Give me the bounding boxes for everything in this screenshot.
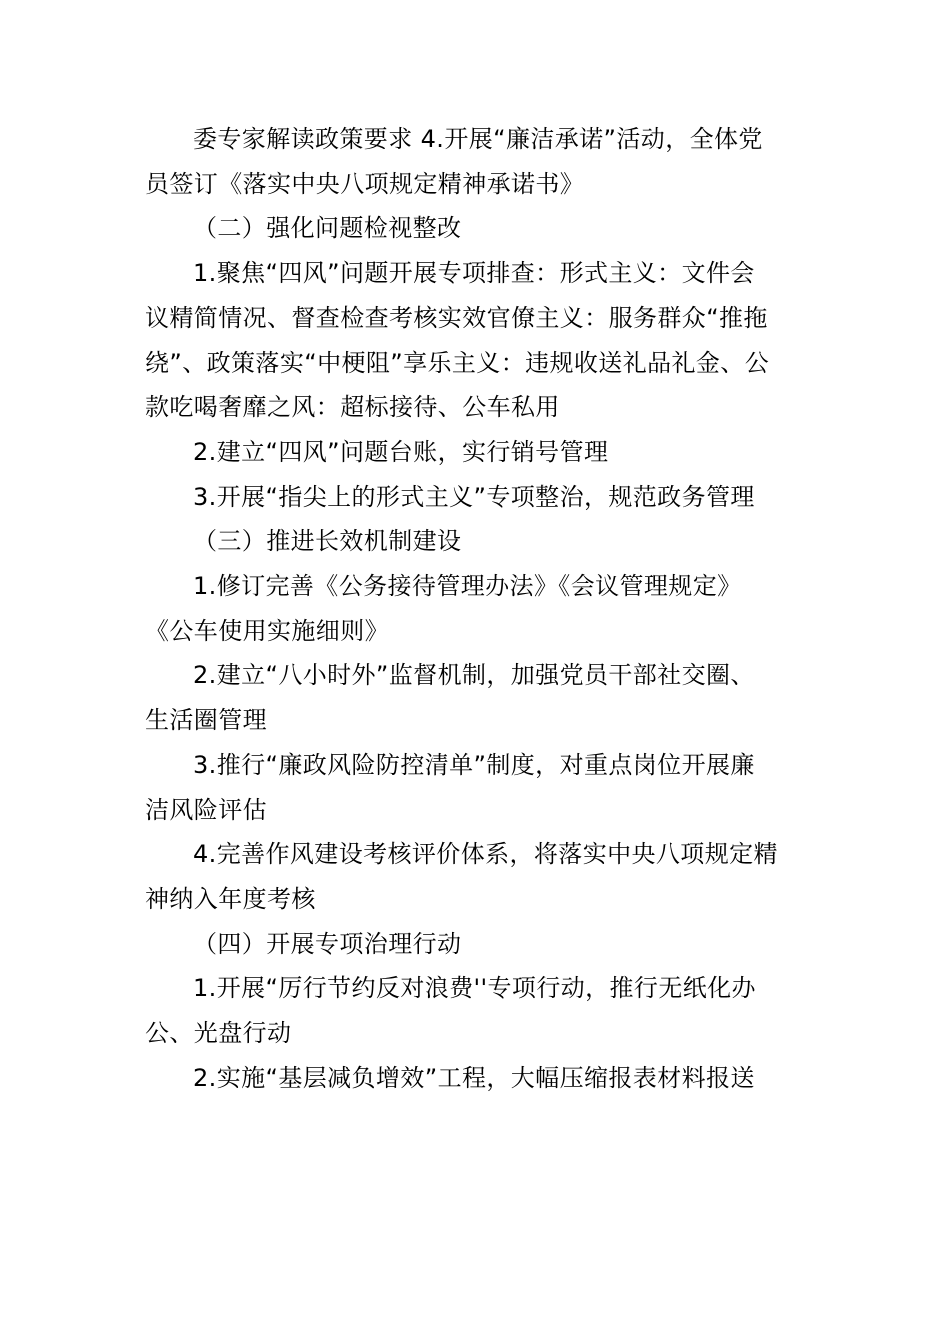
paragraph-4-1 bbox=[145, 966, 810, 1055]
paragraph-2-1 bbox=[145, 251, 810, 430]
text-line: 神纳入年度考核 bbox=[145, 884, 316, 913]
text-line: 3.开展“指尖上的形式主义”专项整治，规范政务管理 bbox=[193, 482, 755, 511]
section-heading-3 bbox=[145, 519, 810, 564]
text-line: 2.建立“八小时外”监督机制，加强党员干部社交圈、 bbox=[193, 661, 755, 690]
heading-text: （三）推进长效机制建设 bbox=[193, 527, 462, 556]
paragraph-3-2 bbox=[145, 653, 810, 742]
text-line: 绕”、政策落实“中梗阻”享乐主义：违规收送礼品礼金、公 bbox=[145, 348, 770, 377]
heading-text: （四）开展专项治理行动 bbox=[193, 929, 462, 958]
text-line: 员签订《落实中央八项规定精神承诺书》 bbox=[145, 169, 585, 198]
text-line: 款吃喝奢靡之风：超标接待、公车私用 bbox=[145, 393, 560, 422]
paragraph-4-2 bbox=[145, 1056, 810, 1101]
text-line: 委专家解读政策要求 4.开展“廉洁承诺”活动，全体党 bbox=[193, 125, 763, 153]
document-page bbox=[145, 117, 810, 1100]
text-line: 1.开展“厉行节约反对浪费''专项行动，推行无纸化办 bbox=[193, 974, 756, 1003]
text-line: 《公车使用实施细则》 bbox=[145, 616, 389, 645]
paragraph-3-3 bbox=[145, 743, 810, 832]
section-heading-2 bbox=[145, 206, 810, 251]
paragraph-3-1 bbox=[145, 564, 810, 653]
paragraph-2-3 bbox=[145, 475, 810, 520]
heading-text: （二）强化问题检视整改 bbox=[193, 214, 462, 243]
text-line: 生活圈管理 bbox=[145, 706, 267, 735]
text-line: 3.推行“廉政风险防控清单”制度，对重点岗位开展廉 bbox=[193, 750, 755, 779]
text-line: 1.修订完善《公务接待管理办法》《会议管理规定》 bbox=[193, 572, 742, 601]
text-line: 议精简情况、督查检查考核实效官僚主义：服务群众“推拖 bbox=[145, 303, 768, 332]
text-line: 公、光盘行动 bbox=[145, 1019, 292, 1048]
section-heading-4 bbox=[145, 922, 810, 967]
paragraph-3-4 bbox=[145, 832, 810, 921]
paragraph-2-2 bbox=[145, 430, 810, 475]
paragraph-intro bbox=[145, 117, 810, 206]
text-line: 1.聚焦“四风”问题开展专项排查：形式主义：文件会 bbox=[193, 259, 755, 288]
text-line: 2.实施“基层减负增效”工程，大幅压缩报表材料报送 bbox=[193, 1063, 755, 1092]
text-line: 4.完善作风建设考核评价体系，将落实中央八项规定精 bbox=[193, 840, 778, 869]
text-line: 2.建立“四风”问题台账，实行销号管理 bbox=[193, 437, 609, 466]
text-line: 洁风险评估 bbox=[145, 795, 267, 824]
